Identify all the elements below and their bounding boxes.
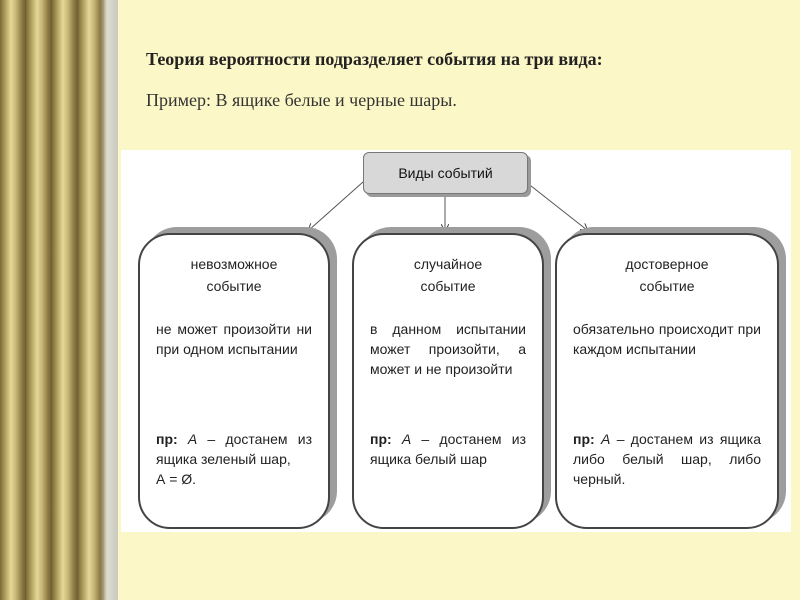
event-types-diagram — [121, 150, 791, 532]
card-random-event — [352, 233, 544, 529]
card-description: не может произойти ни при одном испытании — [156, 321, 312, 357]
card-heading-line1: случайное — [413, 256, 483, 272]
card-heading — [557, 253, 777, 297]
card-certain-event — [555, 233, 779, 529]
card-description: в данном испытании может произойти, а может и не произойти — [370, 321, 526, 377]
card-heading — [354, 253, 542, 297]
example-text: – достанем из ящика либо белый шар, либо черный. — [573, 431, 761, 487]
example-extra: А = Ø. — [156, 471, 197, 487]
example-prefix: пр: — [156, 431, 178, 447]
card-impossible-event — [138, 233, 330, 529]
slide-subtitle: Пример: В ящике белые и черные шары. — [146, 90, 457, 110]
example-text: – достанем из ящика белый шар — [370, 431, 526, 467]
arrow-to-certain — [526, 182, 587, 230]
example-variable: А — [601, 431, 611, 447]
card-heading-line2: событие — [639, 278, 695, 294]
card-example — [370, 429, 526, 469]
decorative-side-band — [0, 0, 118, 600]
card-heading-line2: событие — [420, 278, 476, 294]
card-heading-line1: невозможное — [190, 256, 278, 272]
example-variable: А — [401, 431, 412, 447]
card-heading-line2: событие — [206, 278, 262, 294]
card-example — [156, 429, 312, 489]
card-heading — [140, 253, 328, 297]
root-node-event-types: Виды событий — [363, 152, 528, 194]
example-text: – достанем из ящика зеленый шар, — [156, 431, 312, 467]
example-prefix: пр: — [370, 431, 392, 447]
card-description: обязательно происходит при каждом испытании — [573, 321, 761, 357]
slide-title: Теория вероятности подразделяет события на три вида: — [146, 49, 603, 69]
arrow-to-impossible — [309, 182, 363, 230]
card-heading-line1: достоверное — [625, 256, 709, 272]
example-prefix: пр: — [573, 431, 595, 447]
example-variable: А — [187, 431, 198, 447]
card-example — [573, 429, 761, 489]
